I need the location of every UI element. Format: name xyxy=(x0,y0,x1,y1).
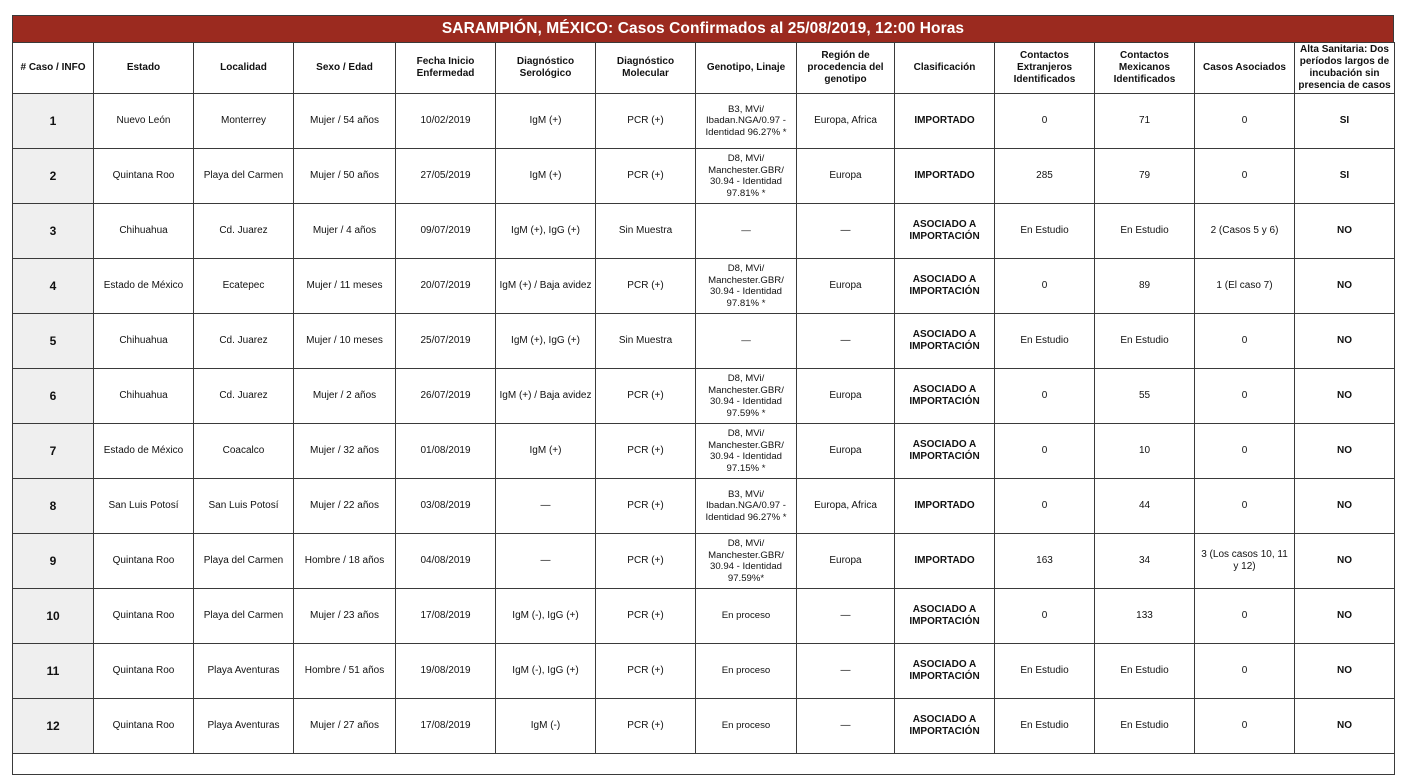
cell-estado: Nuevo León xyxy=(94,94,194,149)
cell-case-number: 1 xyxy=(13,94,94,149)
cell-casos-asociados: 2 (Casos 5 y 6) xyxy=(1195,204,1295,259)
table-row xyxy=(13,259,1395,314)
cell-genotipo: D8, MVi/ Manchester.GBR/ 30.94 - Identidad 97.81% * xyxy=(696,149,797,204)
cell-casos-asociados: 0 xyxy=(1195,644,1295,699)
table-row xyxy=(13,94,1395,149)
cell-casos-asociados: 3 (Los casos 10, 11 y 12) xyxy=(1195,534,1295,589)
cell-clasificacion: ASOCIADO A IMPORTACIÓN xyxy=(895,369,995,424)
cell-alta-sanitaria: NO xyxy=(1295,479,1395,534)
header-diagnostico-serologico: Diagnóstico Serológico xyxy=(496,43,596,94)
cell-contactos-extranjeros: 0 xyxy=(995,94,1095,149)
cell-diagnostico-serologico: IgM (+), IgG (+) xyxy=(496,204,596,259)
cell-contactos-extranjeros: 0 xyxy=(995,369,1095,424)
cell-localidad: Cd. Juarez xyxy=(194,369,294,424)
cell-genotipo: B3, MVi/ Ibadan.NGA/0.97 - Identidad 96.27% * xyxy=(696,94,797,149)
table-row xyxy=(13,534,1395,589)
cell-region: — xyxy=(797,314,895,369)
cell-sexo-edad: Hombre / 18 años xyxy=(294,534,396,589)
header-contactos-mexicanos: Contactos Mexicanos Identificados xyxy=(1095,43,1195,94)
cell-localidad: Playa Aventuras xyxy=(194,644,294,699)
cell-genotipo: D8, MVi/ Manchester.GBR/ 30.94 - Identidad 97.59%* xyxy=(696,534,797,589)
cell-diagnostico-molecular: PCR (+) xyxy=(596,699,696,754)
cell-diagnostico-serologico: — xyxy=(496,479,596,534)
cell-contactos-mexicanos: 55 xyxy=(1095,369,1195,424)
cell-region: — xyxy=(797,644,895,699)
cell-alta-sanitaria: SI xyxy=(1295,94,1395,149)
header-case: # Caso / INFO xyxy=(13,43,94,94)
cell-region: — xyxy=(797,204,895,259)
cell-alta-sanitaria: NO xyxy=(1295,424,1395,479)
cell-contactos-mexicanos: En Estudio xyxy=(1095,644,1195,699)
cell-case-number: 4 xyxy=(13,259,94,314)
cell-case-number: 10 xyxy=(13,589,94,644)
cell-estado: Chihuahua xyxy=(94,369,194,424)
cell-alta-sanitaria: NO xyxy=(1295,534,1395,589)
cell-diagnostico-serologico: IgM (+) xyxy=(496,94,596,149)
cell-diagnostico-molecular: Sin Muestra xyxy=(596,204,696,259)
cell-casos-asociados: 0 xyxy=(1195,589,1295,644)
cell-sexo-edad: Mujer / 32 años xyxy=(294,424,396,479)
cell-diagnostico-molecular: PCR (+) xyxy=(596,369,696,424)
cell-contactos-mexicanos: 89 xyxy=(1095,259,1195,314)
cell-diagnostico-molecular: PCR (+) xyxy=(596,479,696,534)
cell-region: Europa xyxy=(797,259,895,314)
cell-fecha-inicio: 19/08/2019 xyxy=(396,644,496,699)
cell-clasificacion: ASOCIADO A IMPORTACIÓN xyxy=(895,589,995,644)
cell-diagnostico-molecular: PCR (+) xyxy=(596,149,696,204)
cell-genotipo: En proceso xyxy=(696,589,797,644)
cell-contactos-extranjeros: 285 xyxy=(995,149,1095,204)
cell-contactos-mexicanos: 44 xyxy=(1095,479,1195,534)
cell-alta-sanitaria: NO xyxy=(1295,259,1395,314)
cell-diagnostico-serologico: IgM (+) xyxy=(496,424,596,479)
cell-contactos-extranjeros: En Estudio xyxy=(995,699,1095,754)
cell-diagnostico-serologico: — xyxy=(496,534,596,589)
cell-diagnostico-molecular: PCR (+) xyxy=(596,644,696,699)
cell-alta-sanitaria: SI xyxy=(1295,149,1395,204)
cell-diagnostico-molecular: PCR (+) xyxy=(596,589,696,644)
cell-contactos-mexicanos: 79 xyxy=(1095,149,1195,204)
table-row xyxy=(13,424,1395,479)
cell-estado: Quintana Roo xyxy=(94,644,194,699)
cases-table xyxy=(12,42,1395,775)
cell-case-number: 6 xyxy=(13,369,94,424)
header-genotipo: Genotipo, Linaje xyxy=(696,43,797,94)
header-fecha-inicio: Fecha Inicio Enfermedad xyxy=(396,43,496,94)
cell-fecha-inicio: 25/07/2019 xyxy=(396,314,496,369)
cell-estado: Quintana Roo xyxy=(94,149,194,204)
cell-localidad: Cd. Juarez xyxy=(194,204,294,259)
cell-fecha-inicio: 03/08/2019 xyxy=(396,479,496,534)
cell-casos-asociados: 0 xyxy=(1195,149,1295,204)
cell-alta-sanitaria: NO xyxy=(1295,369,1395,424)
cell-genotipo: — xyxy=(696,314,797,369)
table-row xyxy=(13,149,1395,204)
cell-sexo-edad: Mujer / 4 años xyxy=(294,204,396,259)
cell-contactos-extranjeros: En Estudio xyxy=(995,204,1095,259)
cell-fecha-inicio: 26/07/2019 xyxy=(396,369,496,424)
table-row xyxy=(13,314,1395,369)
header-localidad: Localidad xyxy=(194,43,294,94)
cell-estado: Chihuahua xyxy=(94,314,194,369)
cell-localidad: Monterrey xyxy=(194,94,294,149)
cell-region: Europa, Africa xyxy=(797,94,895,149)
cell-localidad: Coacalco xyxy=(194,424,294,479)
cell-contactos-mexicanos: 10 xyxy=(1095,424,1195,479)
cell-region: Europa xyxy=(797,534,895,589)
cell-region: Europa xyxy=(797,424,895,479)
cell-localidad: Playa del Carmen xyxy=(194,589,294,644)
cell-alta-sanitaria: NO xyxy=(1295,644,1395,699)
cell-fecha-inicio: 04/08/2019 xyxy=(396,534,496,589)
cell-contactos-extranjeros: En Estudio xyxy=(995,314,1095,369)
cell-region: Europa xyxy=(797,149,895,204)
cell-fecha-inicio: 20/07/2019 xyxy=(396,259,496,314)
cell-localidad: Playa del Carmen xyxy=(194,534,294,589)
cell-genotipo: B3, MVi/ Ibadan.NGA/0.97 - Identidad 96.27% * xyxy=(696,479,797,534)
table-row xyxy=(13,369,1395,424)
cell-contactos-extranjeros: En Estudio xyxy=(995,644,1095,699)
cell-fecha-inicio: 09/07/2019 xyxy=(396,204,496,259)
cell-case-number: 5 xyxy=(13,314,94,369)
cell-estado: Chihuahua xyxy=(94,204,194,259)
cell-localidad: San Luis Potosí xyxy=(194,479,294,534)
cell-contactos-extranjeros: 163 xyxy=(995,534,1095,589)
cell-genotipo: D8, MVi/ Manchester.GBR/ 30.94 - Identidad 97.81% * xyxy=(696,259,797,314)
cell-diagnostico-molecular: PCR (+) xyxy=(596,424,696,479)
cell-clasificacion: ASOCIADO A IMPORTACIÓN xyxy=(895,424,995,479)
cell-clasificacion: ASOCIADO A IMPORTACIÓN xyxy=(895,699,995,754)
cell-contactos-mexicanos: En Estudio xyxy=(1095,204,1195,259)
cell-casos-asociados: 0 xyxy=(1195,699,1295,754)
cell-alta-sanitaria: NO xyxy=(1295,699,1395,754)
cell-casos-asociados: 0 xyxy=(1195,314,1295,369)
cell-region: — xyxy=(797,699,895,754)
cell-alta-sanitaria: NO xyxy=(1295,204,1395,259)
cell-sexo-edad: Mujer / 22 años xyxy=(294,479,396,534)
cell-fecha-inicio: 17/08/2019 xyxy=(396,589,496,644)
cell-casos-asociados: 0 xyxy=(1195,479,1295,534)
table-row xyxy=(13,644,1395,699)
cell-sexo-edad: Mujer / 50 años xyxy=(294,149,396,204)
cell-clasificacion: IMPORTADO xyxy=(895,149,995,204)
cell-contactos-extranjeros: 0 xyxy=(995,479,1095,534)
cell-contactos-extranjeros: 0 xyxy=(995,424,1095,479)
cell-sexo-edad: Mujer / 2 años xyxy=(294,369,396,424)
cell-contactos-extranjeros: 0 xyxy=(995,589,1095,644)
cell-casos-asociados: 0 xyxy=(1195,94,1295,149)
header-alta-sanitaria: Alta Sanitaria: Dos períodos largos de incubación sin presencia de casos xyxy=(1295,43,1395,94)
header-sexo-edad: Sexo / Edad xyxy=(294,43,396,94)
cell-fecha-inicio: 01/08/2019 xyxy=(396,424,496,479)
cell-diagnostico-serologico: IgM (+) / Baja avidez xyxy=(496,259,596,314)
cell-diagnostico-molecular: PCR (+) xyxy=(596,259,696,314)
cell-localidad: Ecatepec xyxy=(194,259,294,314)
cell-contactos-extranjeros: 0 xyxy=(995,259,1095,314)
table-row xyxy=(13,479,1395,534)
cell-case-number: 7 xyxy=(13,424,94,479)
cell-contactos-mexicanos: 34 xyxy=(1095,534,1195,589)
cell-contactos-mexicanos: 133 xyxy=(1095,589,1195,644)
cell-estado: Quintana Roo xyxy=(94,589,194,644)
header-region: Región de procedencia del genotipo xyxy=(797,43,895,94)
table-row xyxy=(13,589,1395,644)
cell-localidad: Cd. Juarez xyxy=(194,314,294,369)
cell-estado: Estado de México xyxy=(94,259,194,314)
cell-sexo-edad: Hombre / 51 años xyxy=(294,644,396,699)
cell-estado: San Luis Potosí xyxy=(94,479,194,534)
cell-case-number: 8 xyxy=(13,479,94,534)
cell-case-number: 12 xyxy=(13,699,94,754)
cell-casos-asociados: 0 xyxy=(1195,424,1295,479)
cell-case-number: 3 xyxy=(13,204,94,259)
header-diagnostico-molecular: Diagnóstico Molecular xyxy=(596,43,696,94)
cell-case-number: 2 xyxy=(13,149,94,204)
cell-genotipo: D8, MVi/ Manchester.GBR/ 30.94 - Identidad 97.59% * xyxy=(696,369,797,424)
cell-genotipo: — xyxy=(696,204,797,259)
cell-genotipo: En proceso xyxy=(696,699,797,754)
cell-fecha-inicio: 27/05/2019 xyxy=(396,149,496,204)
cell-localidad: Playa Aventuras xyxy=(194,699,294,754)
cell-region: Europa xyxy=(797,369,895,424)
cell-clasificacion: IMPORTADO xyxy=(895,534,995,589)
cell-sexo-edad: Mujer / 11 meses xyxy=(294,259,396,314)
cell-diagnostico-molecular: PCR (+) xyxy=(596,534,696,589)
cell-fecha-inicio: 17/08/2019 xyxy=(396,699,496,754)
cell-diagnostico-serologico: IgM (+) / Baja avidez xyxy=(496,369,596,424)
header-row xyxy=(13,43,1395,94)
cell-case-number: 9 xyxy=(13,534,94,589)
cell-diagnostico-serologico: IgM (-), IgG (+) xyxy=(496,644,596,699)
cell-diagnostico-serologico: IgM (+), IgG (+) xyxy=(496,314,596,369)
cell-diagnostico-molecular: Sin Muestra xyxy=(596,314,696,369)
cell-casos-asociados: 0 xyxy=(1195,369,1295,424)
table-footer-cell xyxy=(13,754,1395,775)
table-row xyxy=(13,699,1395,754)
cell-diagnostico-serologico: IgM (-), IgG (+) xyxy=(496,589,596,644)
cell-sexo-edad: Mujer / 27 años xyxy=(294,699,396,754)
header-casos-asociados: Casos Asociados xyxy=(1195,43,1295,94)
cell-clasificacion: IMPORTADO xyxy=(895,479,995,534)
header-clasificacion: Clasificación xyxy=(895,43,995,94)
cell-case-number: 11 xyxy=(13,644,94,699)
cell-genotipo: En proceso xyxy=(696,644,797,699)
cell-contactos-mexicanos: En Estudio xyxy=(1095,699,1195,754)
cell-sexo-edad: Mujer / 54 años xyxy=(294,94,396,149)
table-row xyxy=(13,204,1395,259)
header-estado: Estado xyxy=(94,43,194,94)
case-report-sheet xyxy=(12,15,1394,775)
cell-sexo-edad: Mujer / 23 años xyxy=(294,589,396,644)
cell-clasificacion: ASOCIADO A IMPORTACIÓN xyxy=(895,204,995,259)
cell-clasificacion: ASOCIADO A IMPORTACIÓN xyxy=(895,314,995,369)
cell-casos-asociados: 1 (El caso 7) xyxy=(1195,259,1295,314)
cell-fecha-inicio: 10/02/2019 xyxy=(396,94,496,149)
cell-estado: Quintana Roo xyxy=(94,699,194,754)
cell-alta-sanitaria: NO xyxy=(1295,314,1395,369)
cell-region: — xyxy=(797,589,895,644)
cell-diagnostico-molecular: PCR (+) xyxy=(596,94,696,149)
cell-estado: Estado de México xyxy=(94,424,194,479)
cell-alta-sanitaria: NO xyxy=(1295,589,1395,644)
cell-clasificacion: IMPORTADO xyxy=(895,94,995,149)
cell-clasificacion: ASOCIADO A IMPORTACIÓN xyxy=(895,644,995,699)
cell-diagnostico-serologico: IgM (-) xyxy=(496,699,596,754)
cell-diagnostico-serologico: IgM (+) xyxy=(496,149,596,204)
cell-clasificacion: ASOCIADO A IMPORTACIÓN xyxy=(895,259,995,314)
cell-contactos-mexicanos: 71 xyxy=(1095,94,1195,149)
cell-genotipo: D8, MVi/ Manchester.GBR/ 30.94 - Identidad 97.15% * xyxy=(696,424,797,479)
cell-estado: Quintana Roo xyxy=(94,534,194,589)
cell-region: Europa, Africa xyxy=(797,479,895,534)
cell-localidad: Playa del Carmen xyxy=(194,149,294,204)
cell-sexo-edad: Mujer / 10 meses xyxy=(294,314,396,369)
table-footer-row xyxy=(13,754,1395,775)
header-contactos-extranjeros: Contactos Extranjeros Identificados xyxy=(995,43,1095,94)
cell-contactos-mexicanos: En Estudio xyxy=(1095,314,1195,369)
report-title: SARAMPIÓN, MÉXICO: Casos Confirmados al 25/08/2019, 12:00 Horas xyxy=(12,15,1394,42)
cases-table-body xyxy=(13,94,1395,754)
